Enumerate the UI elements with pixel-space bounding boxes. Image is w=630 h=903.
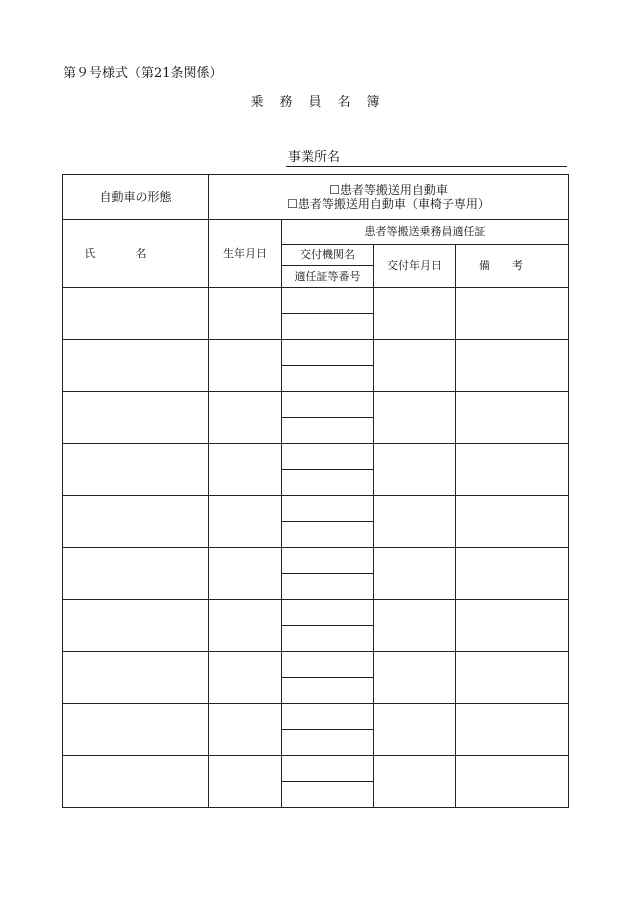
vehicle-option-standard[interactable]: ☐患者等搬送用自動車	[329, 183, 448, 197]
cell-issue-date[interactable]	[374, 288, 456, 340]
vehicle-option-wheelchair[interactable]: ☐患者等搬送用自動車（車椅子専用）	[287, 197, 490, 211]
cell-issuing-agency[interactable]	[282, 496, 374, 522]
table-row	[63, 600, 569, 626]
header-birthdate: 生年月日	[209, 220, 282, 288]
table-row	[63, 340, 569, 366]
cell-issuing-agency[interactable]	[282, 340, 374, 366]
cell-birthdate[interactable]	[209, 704, 282, 756]
table-row	[63, 756, 569, 782]
cell-name[interactable]	[63, 652, 209, 704]
cell-certificate-number[interactable]	[282, 730, 374, 756]
cell-certificate-number[interactable]	[282, 522, 374, 548]
table-row	[63, 392, 569, 418]
table-row	[63, 704, 569, 730]
cell-birthdate[interactable]	[209, 548, 282, 600]
cell-certificate-number[interactable]	[282, 782, 374, 808]
cell-name[interactable]	[63, 548, 209, 600]
cell-remarks[interactable]	[456, 600, 569, 652]
cell-birthdate[interactable]	[209, 652, 282, 704]
cell-birthdate[interactable]	[209, 288, 282, 340]
cell-issuing-agency[interactable]	[282, 288, 374, 314]
cell-name[interactable]	[63, 340, 209, 392]
cell-remarks[interactable]	[456, 496, 569, 548]
cell-name[interactable]	[63, 392, 209, 444]
cell-remarks[interactable]	[456, 756, 569, 808]
cell-issuing-agency[interactable]	[282, 756, 374, 782]
table-row	[63, 548, 569, 574]
cell-issuing-agency[interactable]	[282, 600, 374, 626]
cell-name[interactable]	[63, 756, 209, 808]
cell-name[interactable]	[63, 444, 209, 496]
vehicle-type-label: 自動車の形態	[63, 175, 209, 220]
cell-birthdate[interactable]	[209, 756, 282, 808]
cell-birthdate[interactable]	[209, 496, 282, 548]
cell-issue-date[interactable]	[374, 340, 456, 392]
cell-remarks[interactable]	[456, 288, 569, 340]
cell-issuing-agency[interactable]	[282, 548, 374, 574]
header-certificate-number: 適任証等番号	[282, 266, 374, 288]
cell-certificate-number[interactable]	[282, 418, 374, 444]
document-title: 乗務員名簿	[250, 95, 396, 110]
cell-remarks[interactable]	[456, 444, 569, 496]
header-certificate-group: 患者等搬送乗務員適任証	[282, 220, 569, 245]
cell-issuing-agency[interactable]	[282, 652, 374, 678]
cell-remarks[interactable]	[456, 392, 569, 444]
cell-issue-date[interactable]	[374, 756, 456, 808]
cell-issue-date[interactable]	[374, 496, 456, 548]
cell-birthdate[interactable]	[209, 600, 282, 652]
cell-remarks[interactable]	[456, 704, 569, 756]
header-remarks: 備考	[456, 245, 569, 288]
cell-birthdate[interactable]	[209, 392, 282, 444]
table-row	[63, 288, 569, 314]
cell-certificate-number[interactable]	[282, 366, 374, 392]
cell-certificate-number[interactable]	[282, 470, 374, 496]
table-row	[63, 652, 569, 678]
table-row	[63, 496, 569, 522]
cell-issue-date[interactable]	[374, 704, 456, 756]
cell-birthdate[interactable]	[209, 444, 282, 496]
cell-issue-date[interactable]	[374, 392, 456, 444]
cell-name[interactable]	[63, 704, 209, 756]
cell-name[interactable]	[63, 496, 209, 548]
header-issue-date: 交付年月日	[374, 245, 456, 288]
header-name: 氏名	[63, 220, 209, 288]
cell-issuing-agency[interactable]	[282, 444, 374, 470]
cell-issuing-agency[interactable]	[282, 392, 374, 418]
cell-issuing-agency[interactable]	[282, 704, 374, 730]
office-name-field[interactable]	[286, 166, 567, 167]
cell-certificate-number[interactable]	[282, 626, 374, 652]
header-row	[63, 220, 569, 245]
cell-issue-date[interactable]	[374, 444, 456, 496]
cell-remarks[interactable]	[456, 340, 569, 392]
cell-birthdate[interactable]	[209, 340, 282, 392]
vehicle-type-row	[63, 175, 569, 220]
cell-remarks[interactable]	[456, 548, 569, 600]
cell-certificate-number[interactable]	[282, 678, 374, 704]
form-number: 第９号様式（第21条関係）	[63, 66, 223, 81]
vehicle-type-options	[209, 175, 569, 220]
office-name-label: 事業所名	[288, 150, 341, 165]
table-row	[63, 444, 569, 470]
cell-issue-date[interactable]	[374, 600, 456, 652]
cell-certificate-number[interactable]	[282, 314, 374, 340]
cell-remarks[interactable]	[456, 652, 569, 704]
header-issuing-agency: 交付機関名	[282, 245, 374, 266]
crew-roster-table	[62, 174, 569, 808]
cell-issue-date[interactable]	[374, 548, 456, 600]
cell-certificate-number[interactable]	[282, 574, 374, 600]
cell-issue-date[interactable]	[374, 652, 456, 704]
cell-name[interactable]	[63, 288, 209, 340]
cell-name[interactable]	[63, 600, 209, 652]
